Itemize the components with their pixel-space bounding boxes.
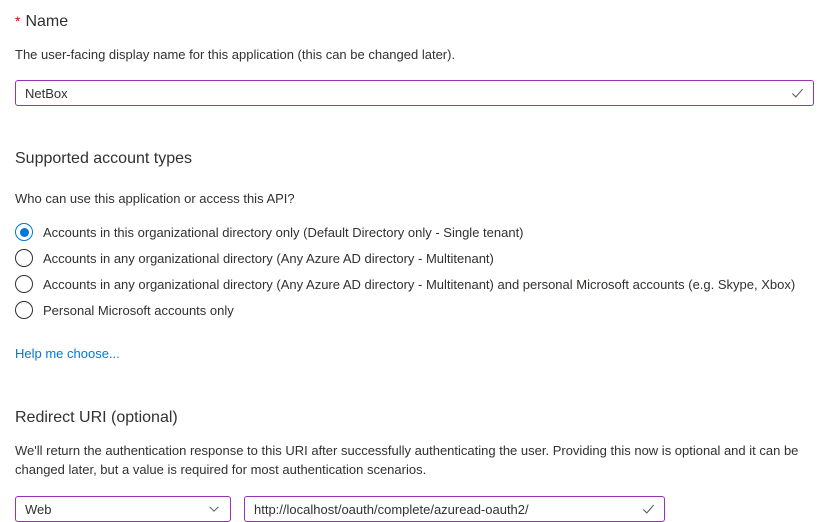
radio-label: Personal Microsoft accounts only xyxy=(43,302,234,318)
redirect-section-title: Redirect URI (optional) xyxy=(15,409,178,426)
redirect-uri-section xyxy=(15,408,814,522)
radio-unselected-icon[interactable] xyxy=(15,249,33,267)
redirect-uri-input[interactable] xyxy=(244,496,665,522)
account-type-option-multitenant[interactable] xyxy=(15,245,814,271)
name-title-text: Name xyxy=(25,13,69,30)
account-section-title: Supported account types xyxy=(15,150,193,167)
account-type-option-personal-only[interactable] xyxy=(15,297,814,323)
name-input-field xyxy=(15,80,814,106)
account-type-option-multitenant-personal[interactable] xyxy=(15,271,814,297)
account-type-option-single-tenant[interactable] xyxy=(15,219,814,245)
name-section xyxy=(15,11,814,106)
name-section-title xyxy=(15,11,814,32)
name-input[interactable] xyxy=(15,80,814,106)
radio-label: Accounts in this organizational directory only (Default Directory only - Single tenant) xyxy=(43,224,524,240)
radio-label: Accounts in any organizational directory (Any Azure AD directory - Multitenant) xyxy=(43,250,494,266)
platform-select[interactable] xyxy=(15,496,231,522)
platform-select-value: Web xyxy=(25,501,52,517)
radio-unselected-icon[interactable] xyxy=(15,301,33,319)
radio-selected-icon[interactable] xyxy=(15,223,33,241)
name-description: The user-facing display name for this application (this can be changed later). xyxy=(15,47,456,62)
redirect-description: We'll return the authentication response to this URI after successfully authenticating the user. Providing this now is optional and it can be changed later, but a value is required for most authentication scenarios. xyxy=(15,443,799,477)
account-question: Who can use this application or access this API? xyxy=(15,191,295,206)
chevron-down-icon xyxy=(207,502,221,516)
redirect-uri-row xyxy=(15,496,814,522)
radio-label: Accounts in any organizational directory (Any Azure AD directory - Multitenant) and personal Microsoft accounts (e.g. Skype, Xbox) xyxy=(43,276,796,292)
help-me-choose-link[interactable]: Help me choose... xyxy=(15,346,120,361)
radio-unselected-icon[interactable] xyxy=(15,275,33,293)
redirect-uri-field xyxy=(244,496,665,522)
required-asterisk: * xyxy=(15,13,21,29)
account-type-radio-group xyxy=(15,219,814,323)
supported-account-types-section xyxy=(15,149,814,363)
